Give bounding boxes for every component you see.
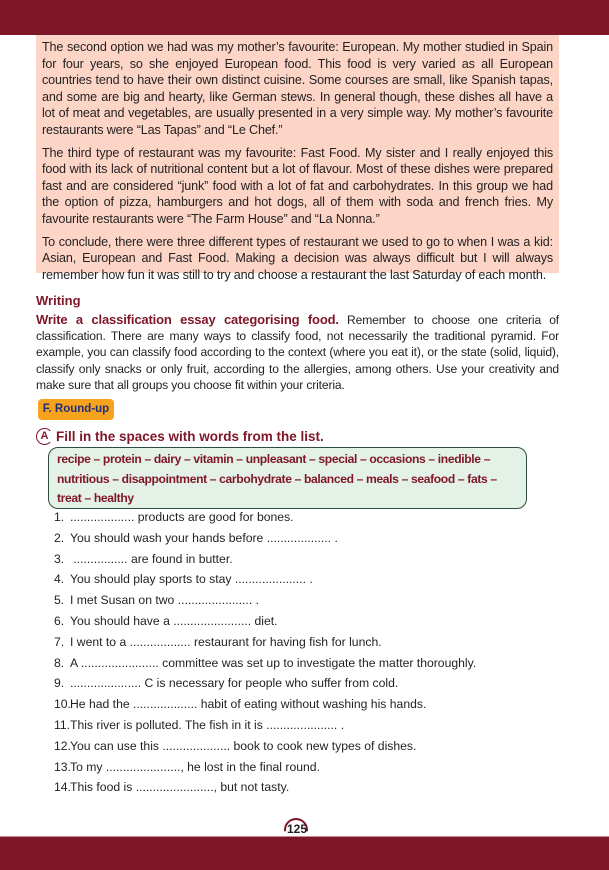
question-item: 1. ................... products are good for bones. (54, 510, 294, 524)
word-list-box (48, 447, 527, 509)
task-title: Fill in the spaces with words from the list. (56, 429, 324, 444)
question-item: 13. To my ......................, he lost in the final round. (54, 759, 320, 774)
word-list-line: nutritious – disappointment – carbohydrate – balanced – meals – seafood – fats – (57, 471, 497, 486)
question-item: 6. You should have a ....................... diet. (54, 613, 278, 628)
paragraph-european: The second option we had was my mother’s favourite: European. My mother studied in Spain for four years, so she enjoyed European food. This food is very varied as all European countries tend to have their own distinct cuisine. Some courses are small, like Spanish tapas, and some are big and hearty, like German stews. In general though, these dishes all have a lot of meat and vegetables, are usually presented in a very simple way. My mother’s favourite restaurants were “Las Tapas” and “Le Chef.” (42, 40, 553, 137)
word-list-line: recipe – protein – dairy – vitamin – unpleasant – special – occasions – inedible – (57, 452, 491, 466)
question-item: 10. He had the ................... habit of eating without washing his hands. (54, 697, 427, 712)
paragraph-conclusion: To conclude, there were three different types of restaurant we used to go to when I was a kid: Asian, European and Fast Food. Making a decision was always difficult but I will always remember how fun it was still to try and choose a restaurant the last Saturday of each month. (42, 234, 553, 282)
question-item: 8. A ....................... committee was set up to investigate the matter thoroughly. (54, 655, 477, 670)
writing-instructions (36, 312, 559, 393)
question-item: 2. You should wash your hands before ................... . (54, 530, 338, 545)
task-letter-icon: A (36, 428, 53, 445)
question-item: 14. This food is ......................., but not tasty. (54, 780, 290, 795)
roundup-badge: F. Round-up (38, 399, 114, 420)
question-item: 9. ..................... C is necessary for people who suffer from cold. (54, 676, 399, 691)
reading-passage (36, 35, 559, 282)
word-list-line: treat – healthy (57, 491, 134, 505)
question-item: 11. This river is polluted. The fish in it is ..................... . (54, 717, 345, 732)
question-item: 7. I went to a .................. restaurant for having fish for lunch. (54, 634, 382, 649)
footer-bar (0, 836, 609, 870)
writing-body: Remember to choose one criteria of classification. There are many ways to classify food, not necessarily the traditional pyramid. For example, you can classify food according to the context (where you eat it), or the state (solid, liquid), classify only snacks or only fruit, according to the allergies, among others. Use your creativity and make sure that all groups you choose fit within your criteria. (36, 313, 559, 392)
question-item: 4. You should play sports to stay ..................... . (54, 572, 313, 587)
question-item: 3. ................ are found in butter. (54, 551, 233, 566)
header-bar (0, 0, 609, 35)
question-item: 12. You can use this .................... book to cook new types of dishes. (54, 738, 417, 753)
page-number: 125 (283, 816, 311, 836)
paragraph-fast-food: The third type of restaurant was my favourite: Fast Food. My sister and I really enjoyed this food with its lack of nutritional content but a lot of flavour. Most of these dishes were prepared fast and are considered “junk” food with a lot of fat and carbohydrates. In this group we had the option of pizza, hamburgers and hot dogs, all of them with soda and french fries. My favourite restaurants were “The Farm House” and “La Nonna.” (42, 145, 553, 226)
question-list (54, 507, 476, 798)
writing-task: Write a classification essay categorising food. (36, 312, 339, 327)
writing-heading: Writing (36, 293, 81, 308)
question-item: 5. I met Susan on two ...................... . (54, 593, 259, 608)
task-heading (36, 428, 324, 445)
